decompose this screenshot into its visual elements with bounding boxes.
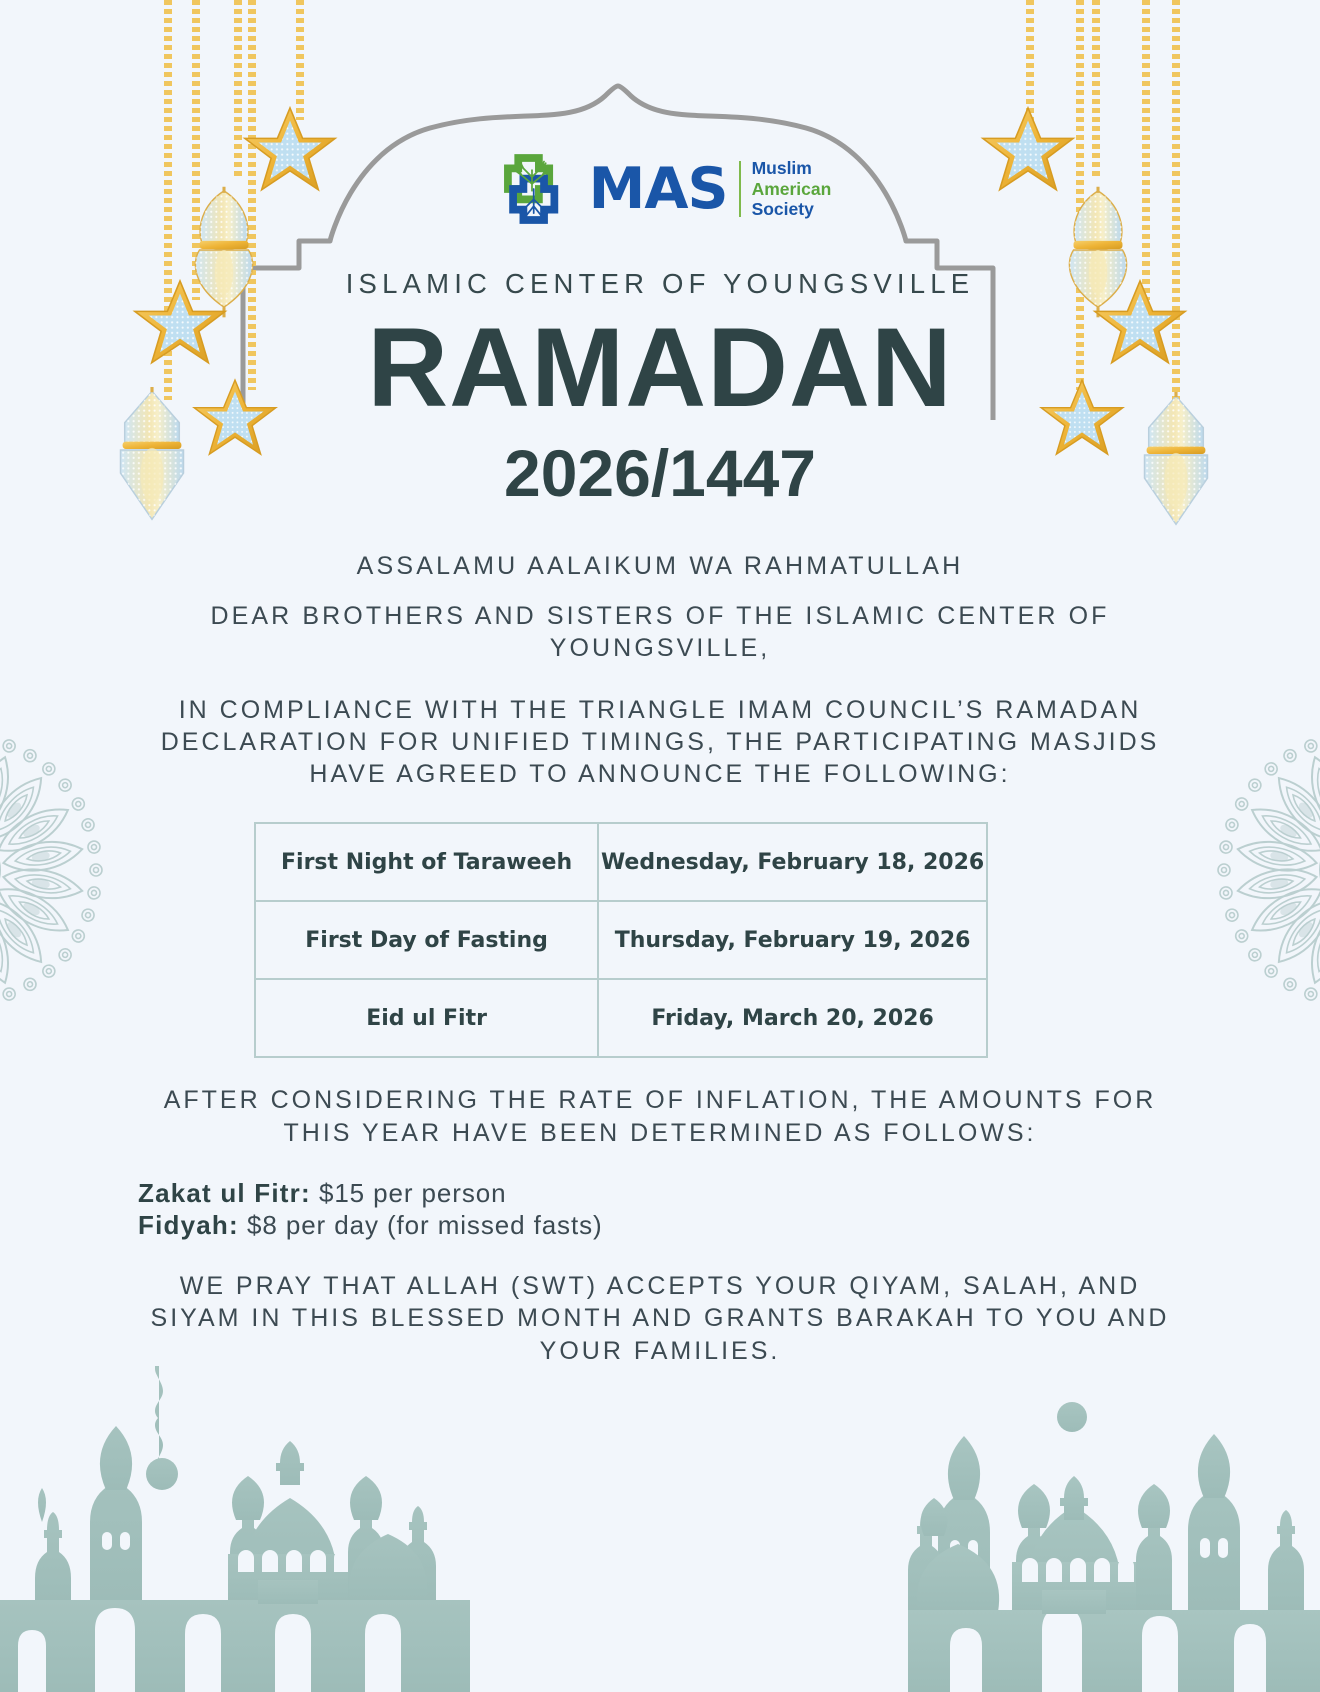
table-cell-value: Wednesday, February 18, 2026 (598, 823, 987, 901)
dates-table-body (255, 823, 987, 1057)
page-title: RAMADAN (367, 305, 953, 430)
closing-dua-paragraph: WE PRAY THAT ALLAH (SWT) ACCEPTS YOUR QIYAM, SALAH, AND SIYAM IN THIS BLESSED MONTH AND GRANTS BARAKAH TO YOU AND YOUR FAMILIES. (150, 1272, 1170, 1365)
mas-geometric-tree-logo-icon (489, 146, 575, 232)
table-cell-label: First Day of Fasting (255, 901, 598, 979)
logo-subtitle-line1: Muslim (751, 158, 812, 179)
logo-subtitle-line3: Society (751, 199, 814, 220)
mosque-silhouette-icon (0, 1332, 470, 1692)
table-cell-label: First Night of Taraweeh (255, 823, 598, 901)
table-cell-label: Eid ul Fitr (255, 979, 598, 1057)
salutation-text: DEAR BROTHERS AND SISTERS OF THE ISLAMIC CENTER OF YOUNGSVILLE, (210, 602, 1110, 662)
logo-subtitle-line2: American (751, 178, 832, 199)
table-row (255, 901, 987, 979)
amounts-block (138, 1178, 603, 1241)
zakat-label: Zakat ul Fitr: (138, 1178, 311, 1208)
zakat-value: $15 per person (318, 1178, 507, 1208)
greeting-text: ASSALAMU AALAIKUM WA RAHMATULLAH (356, 552, 964, 580)
zakat-line (138, 1178, 603, 1210)
compliance-paragraph: IN COMPLIANCE WITH THE TRIANGLE IMAM COUNCIL’S RAMADAN DECLARATION FOR UNIFIED TIMINGS, THE PARTICIPATING MASJIDS HAVE AGREED TO ANNOUNCE THE FOLLOWING: (160, 696, 1160, 788)
logo-subtitle (752, 158, 832, 219)
fidyah-value: $8 per day (for missed fasts) (246, 1209, 603, 1240)
organization-name: ISLAMIC CENTER OF YOUNGSVILLE (345, 268, 975, 299)
table-cell-value: Friday, March 20, 2026 (598, 979, 987, 1057)
inflation-paragraph: AFTER CONSIDERING THE RATE OF INFLATION, THE AMOUNTS FOR THIS YEAR HAVE BEEN DETERMINED AS FOLLOWS: (163, 1086, 1157, 1147)
year-subtitle: 2026/1447 (504, 436, 816, 510)
logo-divider (739, 161, 741, 217)
logo-acronym: MAS (588, 155, 728, 222)
table-cell-value: Thursday, February 19, 2026 (598, 901, 987, 979)
mosque-silhouette-icon (820, 1322, 1320, 1692)
table-row (255, 823, 987, 901)
ramadan-dates-table (254, 822, 988, 1058)
fidyah-label: Fidyah: (138, 1209, 239, 1240)
mas-logo (0, 146, 1320, 232)
fidyah-line (138, 1210, 603, 1242)
table-row (255, 979, 987, 1057)
